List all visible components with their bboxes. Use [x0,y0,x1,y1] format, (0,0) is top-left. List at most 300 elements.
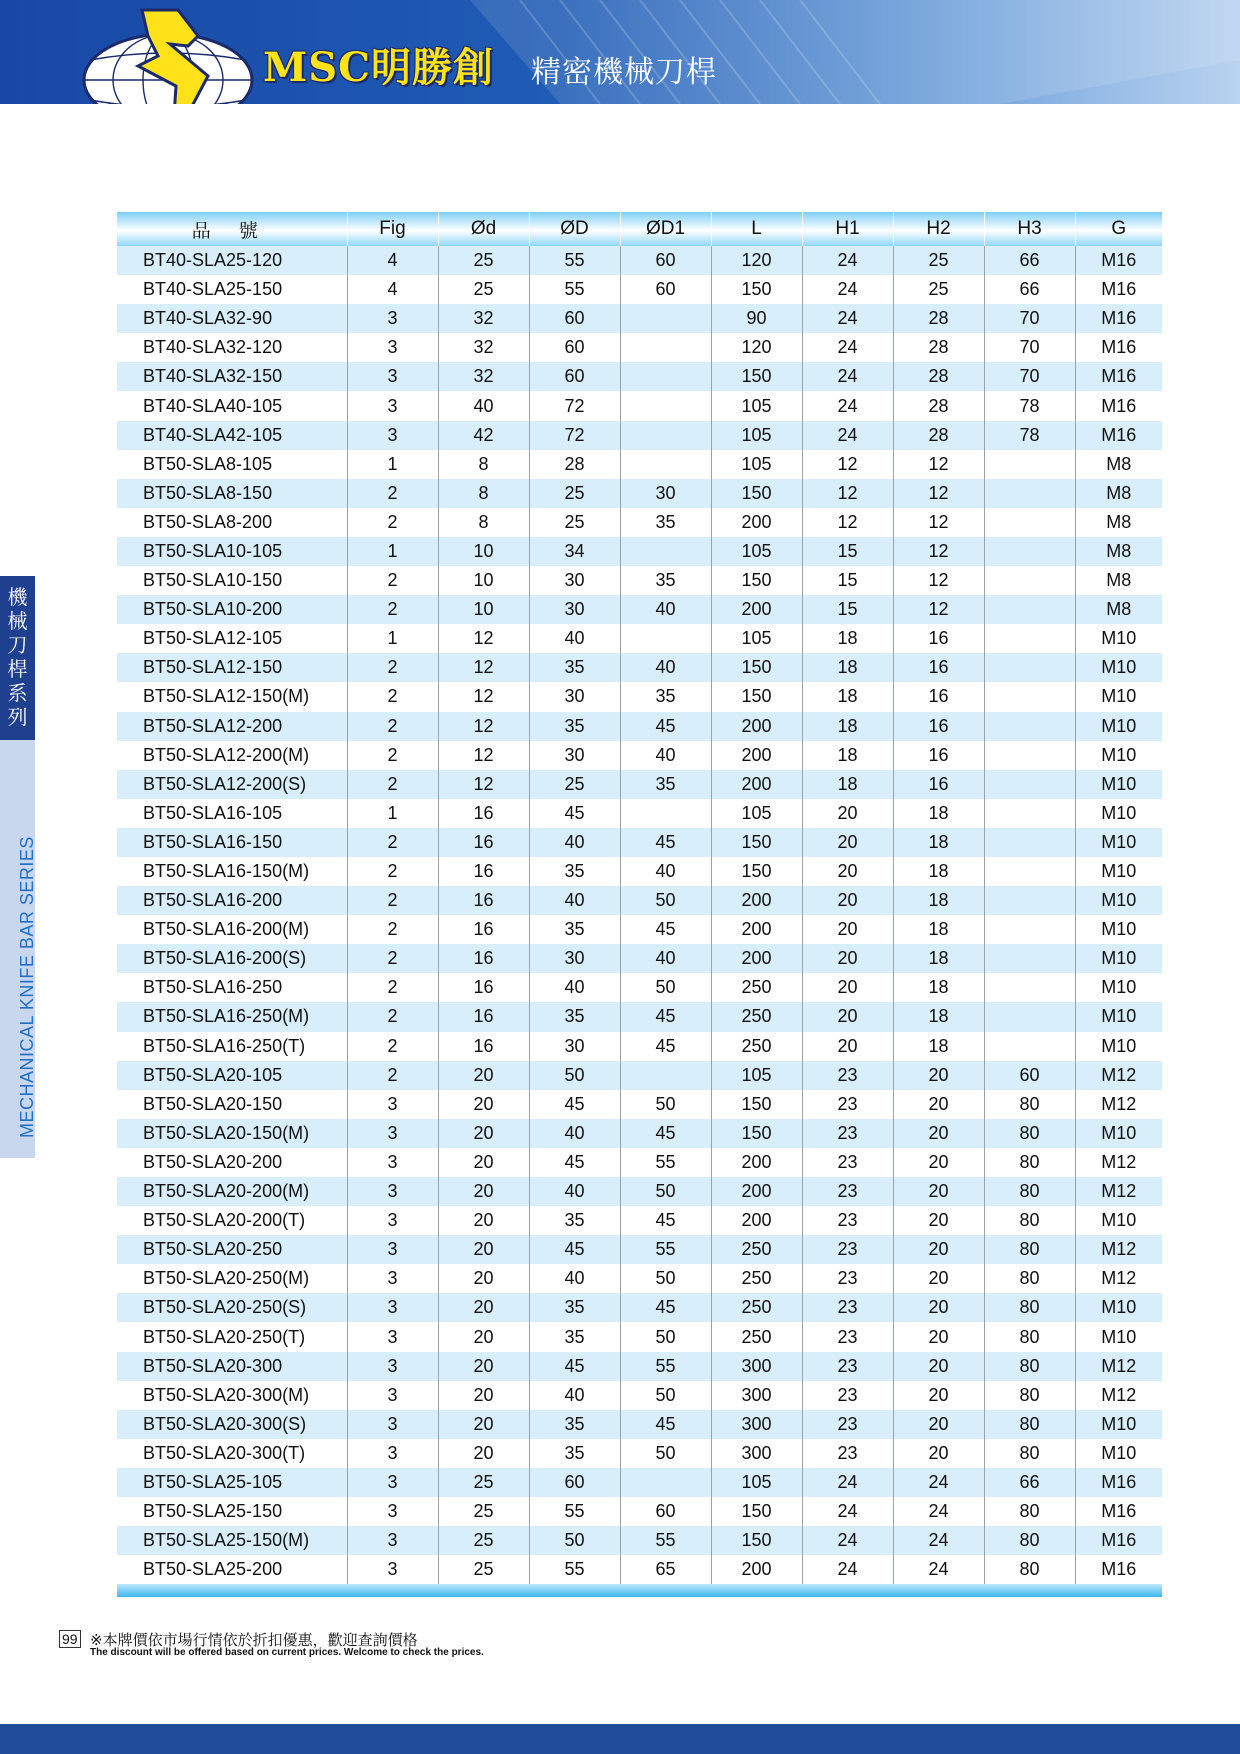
table-cell: 25 [438,1497,529,1526]
table-cell: 150 [711,362,802,391]
column-header: H3 [984,212,1075,246]
table-cell: 45 [620,1119,711,1148]
table-cell: 20 [893,1235,984,1264]
part-number-cell: BT40-SLA32-120 [117,333,347,362]
table-cell: M12 [1075,1177,1162,1206]
table-cell: 3 [347,1381,438,1410]
table-cell: 16 [893,624,984,653]
table-row [117,653,1162,682]
table-cell: 28 [893,304,984,333]
table-row [117,362,1162,391]
table-cell: 35 [529,857,620,886]
table-cell: 16 [438,886,529,915]
table-cell: 24 [802,1468,893,1497]
table-cell: 3 [347,1177,438,1206]
table-cell: 3 [347,1264,438,1293]
table-cell: 60 [529,1468,620,1497]
table-cell: 40 [438,391,529,420]
table-cell: 23 [802,1264,893,1293]
table-cell: 55 [620,1526,711,1555]
table-cell: 16 [893,653,984,682]
table-cell: M10 [1075,1206,1162,1235]
table-cell: 50 [620,1264,711,1293]
table-cell: 70 [984,333,1075,362]
table-cell: 18 [893,1002,984,1031]
table-cell: 35 [529,915,620,944]
table-cell: 30 [529,944,620,973]
table-cell: 10 [438,595,529,624]
part-number-cell: BT50-SLA12-105 [117,624,347,653]
table-cell: 12 [438,741,529,770]
table-cell: 15 [802,595,893,624]
table-cell: 120 [711,333,802,362]
table-cell: 20 [893,1119,984,1148]
table-cell: 1 [347,799,438,828]
table-cell: 105 [711,391,802,420]
table-row [117,595,1162,624]
table-cell: 45 [529,1235,620,1264]
column-header: 品號 [117,212,347,246]
table-cell [620,799,711,828]
part-number-cell: BT50-SLA20-150(M) [117,1119,347,1148]
table-cell: M10 [1075,1119,1162,1148]
table-row [117,1468,1162,1497]
table-row [117,915,1162,944]
table-cell: 24 [802,333,893,362]
table-cell: 18 [802,741,893,770]
table-cell: 24 [802,304,893,333]
table-cell: 45 [620,1206,711,1235]
table-cell: 18 [893,944,984,973]
table-cell: 1 [347,537,438,566]
price-note-cn: ※本牌價依市場行情依於折扣優惠，歡迎查詢價格 [90,1632,418,1649]
table-row [117,391,1162,420]
table-cell [984,537,1075,566]
table-cell: 2 [347,682,438,711]
part-number-cell: BT50-SLA8-105 [117,450,347,479]
table-cell: 23 [802,1206,893,1235]
table-cell: 18 [893,1032,984,1061]
table-cell: M16 [1075,1555,1162,1584]
table-cell: 200 [711,1206,802,1235]
table-cell: 20 [893,1352,984,1381]
part-number-cell: BT50-SLA16-250(T) [117,1032,347,1061]
table-cell: M16 [1075,1526,1162,1555]
table-cell: 80 [984,1264,1075,1293]
table-row [117,886,1162,915]
table-row [117,944,1162,973]
table-cell: 200 [711,770,802,799]
table-cell: 150 [711,1526,802,1555]
table-cell: 20 [438,1410,529,1439]
table-cell: 20 [438,1293,529,1322]
table-cell: M10 [1075,712,1162,741]
table-cell: 20 [802,915,893,944]
table-cell: 12 [893,595,984,624]
table-row [117,1002,1162,1031]
table-cell: 200 [711,1555,802,1584]
part-number-cell: BT40-SLA25-120 [117,246,347,275]
table-cell: 200 [711,741,802,770]
table-cell: 3 [347,333,438,362]
table-cell: 12 [438,682,529,711]
table-cell: M12 [1075,1090,1162,1119]
table-cell: 45 [620,1002,711,1031]
table-cell: 40 [529,828,620,857]
table-cell: M10 [1075,770,1162,799]
table-cell: 250 [711,1235,802,1264]
table-cell: M16 [1075,333,1162,362]
table-cell: 105 [711,1468,802,1497]
table-cell: 2 [347,1061,438,1090]
table-cell: 50 [620,1177,711,1206]
table-row [117,508,1162,537]
table-cell: 40 [529,1264,620,1293]
table-cell: 55 [620,1235,711,1264]
table-row [117,1264,1162,1293]
table-cell: M10 [1075,944,1162,973]
table-cell [984,1002,1075,1031]
table-cell: 20 [893,1293,984,1322]
table-cell: 2 [347,828,438,857]
part-number-cell: BT50-SLA12-200(M) [117,741,347,770]
table-cell: 23 [802,1090,893,1119]
table-cell: M10 [1075,1439,1162,1468]
part-number-cell: BT50-SLA25-150(M) [117,1526,347,1555]
side-cn-char: 械 [7,611,28,633]
table-cell: 150 [711,653,802,682]
table-cell: 45 [529,799,620,828]
table-cell: 4 [347,246,438,275]
table-cell: M16 [1075,391,1162,420]
table-cell: 80 [984,1322,1075,1351]
table-cell: 80 [984,1206,1075,1235]
table-cell: 2 [347,944,438,973]
table-cell [984,566,1075,595]
table-row [117,682,1162,711]
table-row [117,857,1162,886]
table-cell: 80 [984,1119,1075,1148]
table-cell: 60 [620,1497,711,1526]
table-cell [984,479,1075,508]
table-row [117,333,1162,362]
table-cell: 250 [711,1264,802,1293]
table-cell: 2 [347,566,438,595]
side-cn-char: 機 [7,587,28,609]
table-cell: 40 [529,1381,620,1410]
table-cell: M12 [1075,1235,1162,1264]
table-cell: 60 [620,275,711,304]
table-cell: 3 [347,1439,438,1468]
table-cell [620,1061,711,1090]
table-cell: 200 [711,1148,802,1177]
table-cell: 150 [711,1119,802,1148]
table-cell: 32 [438,333,529,362]
table-cell: M10 [1075,799,1162,828]
part-number-cell: BT50-SLA25-150 [117,1497,347,1526]
table-cell: 20 [438,1352,529,1381]
part-number-cell: BT50-SLA20-250(M) [117,1264,347,1293]
table-row [117,1061,1162,1090]
table-cell: 45 [529,1148,620,1177]
table-cell: 16 [893,770,984,799]
table-cell: 18 [893,828,984,857]
part-number-cell: BT50-SLA12-150 [117,653,347,682]
table-cell: 35 [529,712,620,741]
table-cell: 23 [802,1177,893,1206]
part-number-cell: BT50-SLA12-150(M) [117,682,347,711]
table-row [117,1410,1162,1439]
table-cell [620,391,711,420]
table-cell: 3 [347,1410,438,1439]
part-number-cell: BT50-SLA8-200 [117,508,347,537]
part-number-cell: BT50-SLA16-200 [117,886,347,915]
table-cell: 3 [347,1352,438,1381]
table-row [117,1497,1162,1526]
table-cell: 8 [438,479,529,508]
table-cell: 3 [347,1468,438,1497]
table-cell: 40 [529,624,620,653]
table-cell: 20 [893,1322,984,1351]
table-cell: 72 [529,391,620,420]
table-cell: 50 [620,1439,711,1468]
table-cell: M16 [1075,1468,1162,1497]
table-cell: M16 [1075,421,1162,450]
table-cell: 20 [438,1235,529,1264]
table-cell: 30 [529,1032,620,1061]
table-row [117,566,1162,595]
table-cell: 66 [984,246,1075,275]
table-cell [984,624,1075,653]
table-cell: M12 [1075,1148,1162,1177]
table-cell: 20 [438,1177,529,1206]
table-cell: 50 [620,1090,711,1119]
table-cell: 28 [893,333,984,362]
table-cell: 23 [802,1322,893,1351]
table-cell: 4 [347,275,438,304]
part-number-cell: BT50-SLA20-300(M) [117,1381,347,1410]
table-cell: 78 [984,391,1075,420]
table-cell: 20 [893,1410,984,1439]
table-cell: 20 [802,1032,893,1061]
table-cell [984,653,1075,682]
table-cell: 105 [711,421,802,450]
table-row [117,973,1162,1002]
table-cell: 25 [438,275,529,304]
table-cell: M12 [1075,1352,1162,1381]
part-number-cell: BT40-SLA40-105 [117,391,347,420]
part-number-cell: BT50-SLA20-300 [117,1352,347,1381]
part-number-cell: BT50-SLA20-250(S) [117,1293,347,1322]
table-cell: 18 [893,886,984,915]
table-cell: 25 [529,508,620,537]
table-cell [984,682,1075,711]
table-cell: 16 [438,1032,529,1061]
table-cell: 25 [529,479,620,508]
table-cell: 3 [347,1322,438,1351]
table-row [117,537,1162,566]
table-cell: 35 [529,1410,620,1439]
table-cell: 30 [620,479,711,508]
table-row [117,479,1162,508]
table-cell: 20 [893,1439,984,1468]
table-cell [984,508,1075,537]
table-cell: 2 [347,915,438,944]
table-cell: 45 [620,828,711,857]
table-cell: 200 [711,1177,802,1206]
table-cell: 12 [893,537,984,566]
table-cell: M10 [1075,682,1162,711]
table-cell: 20 [893,1090,984,1119]
part-number-cell: BT50-SLA20-150 [117,1090,347,1119]
table-cell: 8 [438,508,529,537]
table-cell: 28 [529,450,620,479]
table-cell: 40 [529,886,620,915]
table-cell: 25 [438,1526,529,1555]
table-row [117,1352,1162,1381]
table-cell: 20 [893,1061,984,1090]
table-cell [620,537,711,566]
table-cell: 20 [893,1381,984,1410]
side-tab-cn [0,586,35,730]
spec-table-wrapper [117,212,1162,1597]
table-cell: 80 [984,1410,1075,1439]
price-note-en: The discount will be offered based on current prices. Welcome to check the prices. [90,1647,484,1658]
table-cell [620,362,711,391]
table-cell: 18 [893,857,984,886]
table-cell: 105 [711,450,802,479]
table-cell: 40 [529,973,620,1002]
part-number-cell: BT50-SLA25-200 [117,1555,347,1584]
table-row [117,1439,1162,1468]
table-cell: 18 [893,799,984,828]
table-cell: 200 [711,886,802,915]
table-cell: 3 [347,1148,438,1177]
table-cell: M10 [1075,1032,1162,1061]
table-cell: 80 [984,1555,1075,1584]
table-cell: 3 [347,1555,438,1584]
table-cell: M10 [1075,624,1162,653]
table-cell: 18 [802,682,893,711]
side-cn-char: 桿 [7,659,28,681]
table-cell: M12 [1075,1061,1162,1090]
header-band [0,0,1240,104]
table-cell: 16 [893,712,984,741]
table-cell: 23 [802,1439,893,1468]
table-cell: 24 [802,275,893,304]
table-cell: 20 [438,1439,529,1468]
table-cell: M10 [1075,828,1162,857]
table-cell: 10 [438,537,529,566]
side-cn-char: 刀 [7,635,28,657]
table-cell: 45 [529,1090,620,1119]
table-cell: 2 [347,508,438,537]
table-cell: 24 [802,1526,893,1555]
table-cell: 3 [347,362,438,391]
table-cell: 50 [620,1322,711,1351]
table-cell: 45 [620,915,711,944]
table-cell: 16 [893,682,984,711]
table-cell: 300 [711,1352,802,1381]
table-row [117,1177,1162,1206]
table-row [117,1148,1162,1177]
table-cell: 18 [802,624,893,653]
table-cell [984,973,1075,1002]
table-cell: 12 [893,450,984,479]
part-number-cell: BT50-SLA16-150 [117,828,347,857]
table-cell: 20 [802,944,893,973]
table-row [117,1032,1162,1061]
side-tab-en [0,760,35,1140]
table-cell: 23 [802,1119,893,1148]
part-number-cell: BT50-SLA20-300(T) [117,1439,347,1468]
table-cell: M10 [1075,915,1162,944]
table-cell: 3 [347,391,438,420]
table-cell: 66 [984,275,1075,304]
side-cn-char: 列 [7,707,28,729]
table-row [117,1381,1162,1410]
table-cell: 12 [802,450,893,479]
table-cell: M8 [1075,566,1162,595]
table-cell: M8 [1075,508,1162,537]
table-cell: 24 [893,1555,984,1584]
column-header: H2 [893,212,984,246]
part-number-cell: BT50-SLA12-200 [117,712,347,741]
table-cell: 23 [802,1293,893,1322]
table-cell: 105 [711,1061,802,1090]
table-cell: 250 [711,1002,802,1031]
table-cell: 90 [711,304,802,333]
table-cell: 12 [438,653,529,682]
table-cell: 65 [620,1555,711,1584]
column-header: H1 [802,212,893,246]
table-row [117,741,1162,770]
table-cell: 50 [529,1061,620,1090]
part-number-cell: BT50-SLA16-250 [117,973,347,1002]
table-cell: 28 [893,362,984,391]
table-cell [984,770,1075,799]
table-cell [620,333,711,362]
part-number-cell: BT50-SLA20-105 [117,1061,347,1090]
table-cell: 16 [438,828,529,857]
table-cell: 24 [802,1497,893,1526]
table-cell: 3 [347,1206,438,1235]
table-header-row [117,212,1162,246]
table-row [117,1119,1162,1148]
table-cell: 28 [893,391,984,420]
table-cell: 20 [893,1177,984,1206]
table-cell: 10 [438,566,529,595]
brand-subtitle: 精密機械刀桿 [531,56,717,89]
table-cell: M10 [1075,1410,1162,1439]
table-cell: 16 [438,799,529,828]
column-header: G [1075,212,1162,246]
table-cell: 55 [529,1555,620,1584]
page-number: 99 [59,1630,81,1648]
table-cell: 3 [347,1119,438,1148]
table-cell: 20 [802,973,893,1002]
table-cell [984,1032,1075,1061]
table-cell: 20 [802,799,893,828]
table-cell: 35 [620,508,711,537]
table-cell: 150 [711,1497,802,1526]
table-cell: 25 [529,770,620,799]
part-number-cell: BT50-SLA16-200(S) [117,944,347,973]
table-cell: M10 [1075,1293,1162,1322]
table-cell: 20 [438,1206,529,1235]
table-cell: 200 [711,712,802,741]
table-cell: 35 [620,566,711,595]
